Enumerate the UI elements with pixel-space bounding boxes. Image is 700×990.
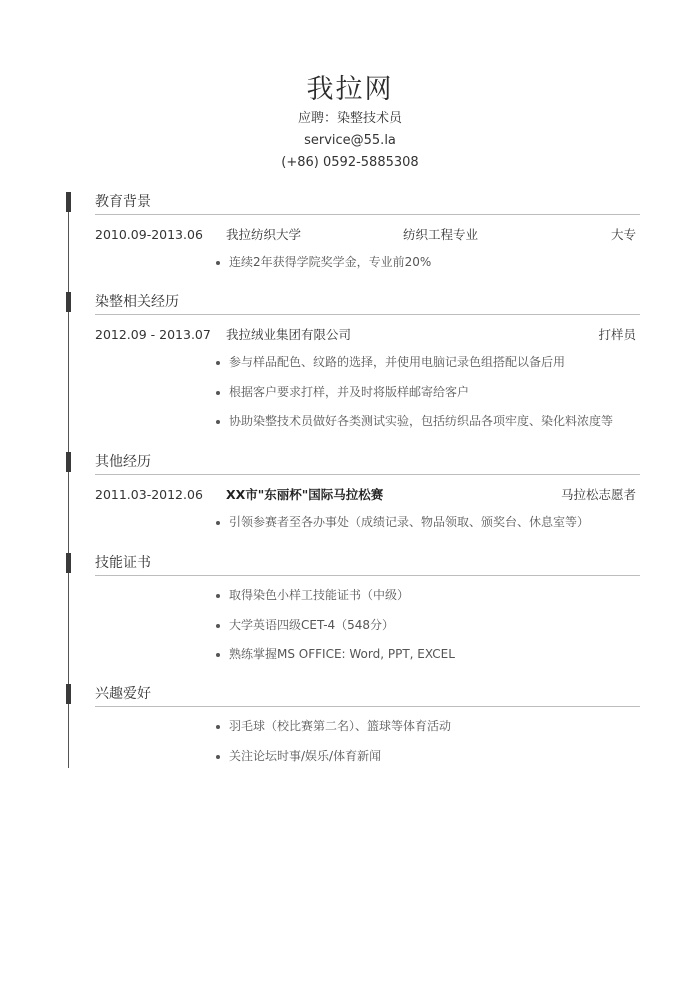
section-divider [95, 706, 640, 707]
bullet-list [216, 508, 636, 538]
bullet-dot-icon [216, 624, 220, 628]
section-title: 兴趣爱好 [95, 686, 151, 702]
job-target: 应聘：染整技术员 [297, 111, 402, 126]
entry-degree: 大专 [610, 227, 636, 242]
list-item: 羽毛球（校比赛第二名）、篮球等体育活动 [216, 712, 636, 742]
resume-name: 我拉网 [306, 74, 394, 105]
entry-date: 2012.09 - 2013.07 [95, 327, 211, 342]
bullet-dot-icon [216, 653, 220, 657]
entry-major: 纺织工程专业 [403, 227, 479, 242]
entry-event: XX市"东丽杯"国际马拉松赛 [226, 487, 384, 502]
bullet-dot-icon [216, 594, 220, 598]
bullet-list [216, 712, 636, 771]
entry-role: 打样员 [598, 327, 636, 342]
bullet-dot-icon [216, 521, 220, 525]
section-title: 技能证书 [95, 555, 151, 571]
list-item: 协助染整技术员做好各类测试实验，包括纺织品各项牢度、染化料浓度等 [216, 407, 636, 437]
list-item: 引领参赛者至各办事处（成绩记录、物品领取、颁奖台、休息室等） [216, 508, 636, 538]
section-title: 其他经历 [95, 454, 151, 470]
list-item: 取得染色小样工技能证书（中级） [216, 581, 636, 611]
section-marker [66, 292, 71, 312]
list-item: 大学英语四级CET-4（548分） [216, 611, 636, 641]
bullet-list [216, 248, 636, 278]
bullet-dot-icon [216, 755, 220, 759]
resume-header [0, 72, 700, 174]
section-title: 教育背景 [95, 194, 151, 210]
section-divider [95, 214, 640, 215]
section-marker [66, 192, 71, 212]
timeline-line [68, 192, 69, 768]
section-title: 染整相关经历 [95, 294, 179, 310]
bullet-dot-icon [216, 261, 220, 265]
entry-date: 2010.09-2013.06 [95, 227, 203, 242]
entry-school: 我拉纺织大学 [226, 227, 302, 242]
bullet-list [216, 348, 636, 437]
contact-phone: (+86) 0592-5885308 [281, 155, 419, 170]
section-divider [95, 314, 640, 315]
list-item: 参与样品配色、纹路的选择，并使用电脑记录色组搭配以备后用 [216, 348, 636, 378]
contact-email: service@55.la [304, 133, 396, 148]
list-item: 熟练掌握MS OFFICE: Word, PPT, EXCEL [216, 640, 636, 670]
list-item: 根据客户要求打样，并及时将版样邮寄给客户 [216, 378, 636, 408]
list-item: 关注论坛时事/娱乐/体育新闻 [216, 742, 636, 772]
section-divider [95, 575, 640, 576]
section-marker [66, 553, 71, 573]
entry-role: 马拉松志愿者 [560, 487, 636, 502]
section-marker [66, 684, 71, 704]
entry-date: 2011.03-2012.06 [95, 487, 203, 502]
bullet-list [216, 581, 636, 670]
bullet-dot-icon [216, 391, 220, 395]
section-marker [66, 452, 71, 472]
bullet-dot-icon [216, 725, 220, 729]
bullet-dot-icon [216, 420, 220, 424]
entry-company: 我拉绒业集团有限公司 [226, 327, 352, 342]
bullet-dot-icon [216, 361, 220, 365]
list-item: 连续2年获得学院奖学金，专业前20% [216, 248, 636, 278]
section-divider [95, 474, 640, 475]
